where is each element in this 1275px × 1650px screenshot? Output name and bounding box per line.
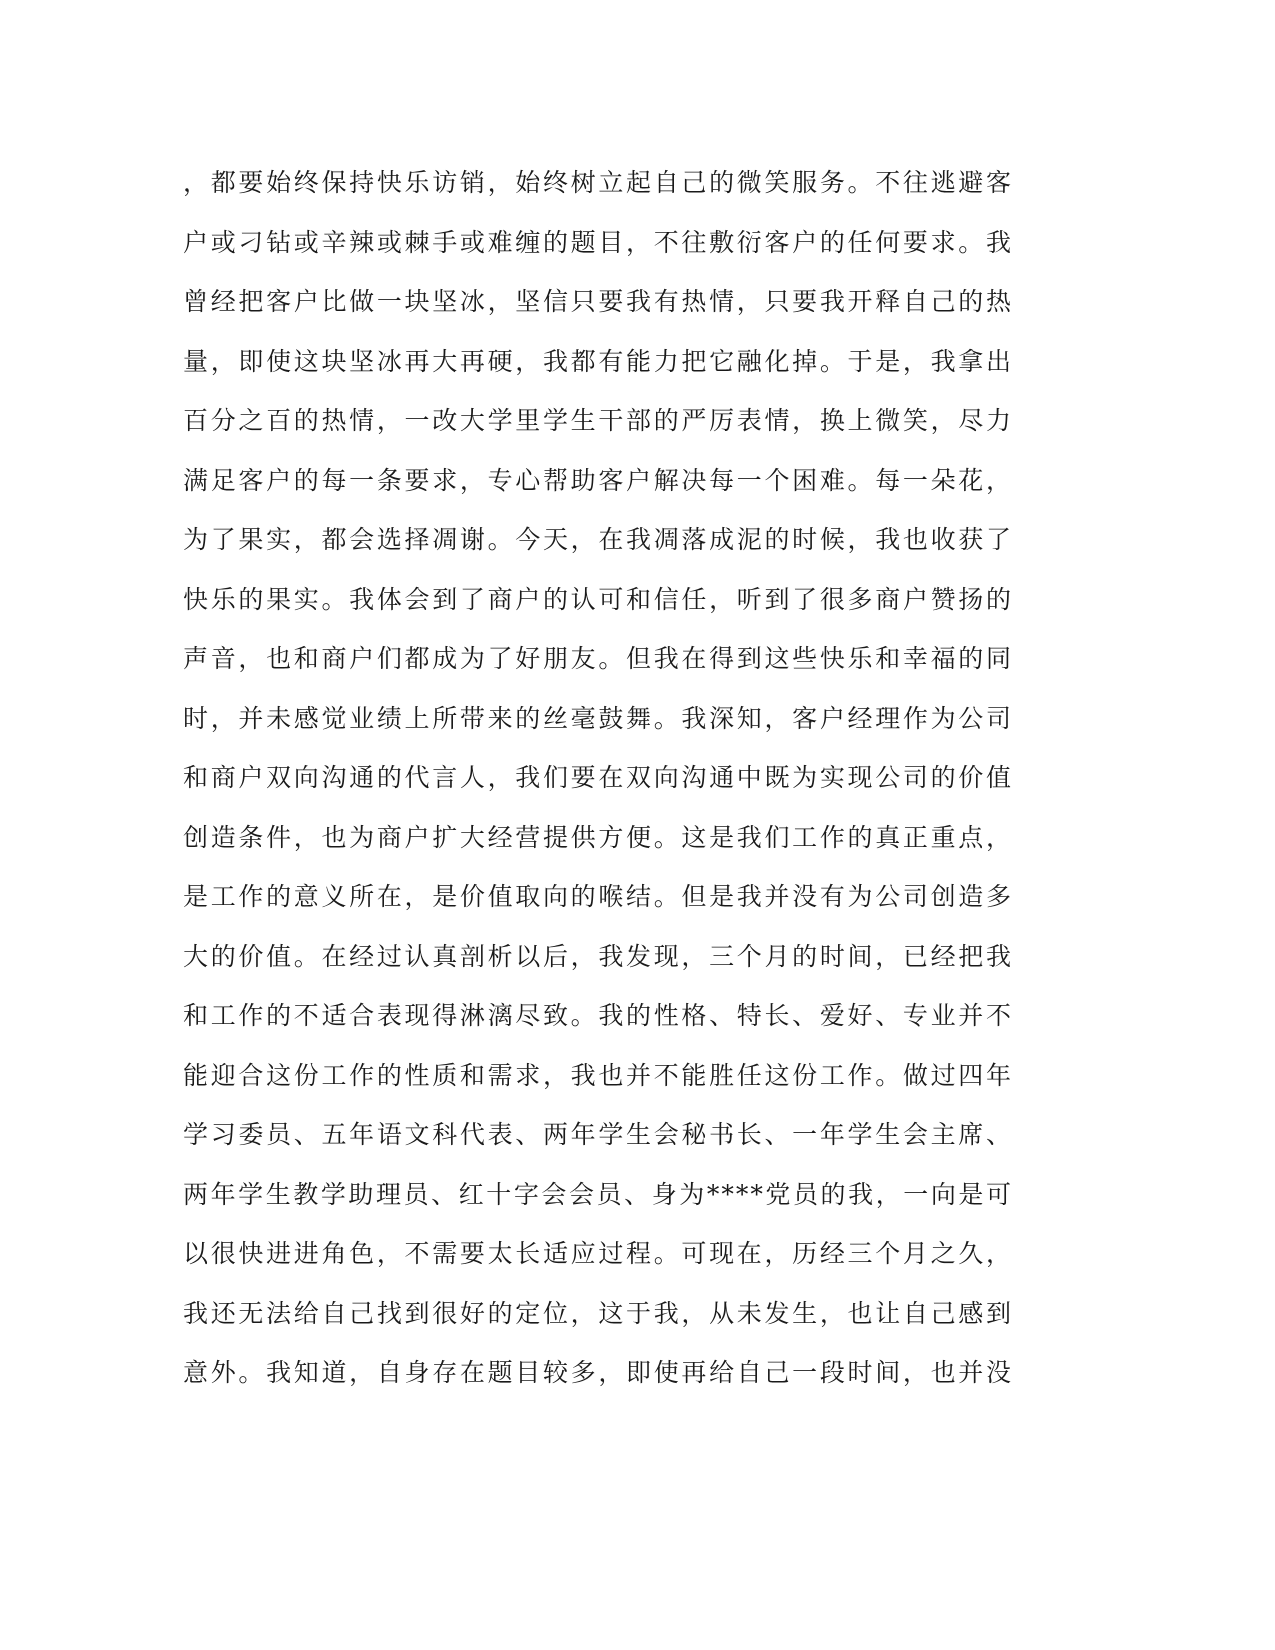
text-line: 两年学生教学助理员、红十字会会员、身为****党员的我，一向是可 — [183, 1179, 1013, 1209]
text-line: 满足客户的每一条要求，专心帮助客户解决每一个困难。每一朵花， — [183, 465, 1013, 495]
body-text — [183, 159, 1013, 1409]
text-line: 量，即使这块坚冰再大再硬，我都有能力把它融化掉。于是，我拿出 — [183, 346, 1013, 376]
text-line: 为了果实，都会选择凋谢。今天，在我凋落成泥的时候，我也收获了 — [183, 525, 1013, 554]
text-line: 大的价值。在经过认真剖析以后，我发现，三个月的时间，已经把我 — [183, 941, 1013, 971]
text-line: 是工作的意义所在，是价值取向的喉结。但是我并没有为公司创造多 — [183, 882, 1013, 911]
text-line: 声音，也和商户们都成为了好朋友。但我在得到这些快乐和幸福的同 — [183, 644, 1013, 673]
text-line: 和商户双向沟通的代言人，我们要在双向沟通中既为实现公司的价值 — [183, 763, 1013, 792]
text-line: 时，并未感觉业绩上所带来的丝毫鼓舞。我深知，客户经理作为公司 — [183, 703, 1013, 733]
text-line: 能迎合这份工作的性质和需求，我也并不能胜任这份工作。做过四年 — [183, 1060, 1013, 1090]
text-line: 百分之百的热情，一改大学里学生干部的严厉表情，换上微笑，尽力 — [183, 406, 1013, 435]
text-line: ，都要始终保持快乐访销，始终树立起自己的微笑服务。不往逃避客 — [183, 168, 1013, 197]
text-line: 我还无法给自己找到很好的定位，这于我，从未发生，也让自己感到 — [183, 1298, 1013, 1328]
text-line: 快乐的果实。我体会到了商户的认可和信任，听到了很多商户赞扬的 — [183, 584, 1013, 614]
text-line: 意外。我知道，自身存在题目较多，即使再给自己一段时间，也并没 — [183, 1358, 1013, 1387]
text-line: 以很快进进角色，不需要太长适应过程。可现在，历经三个月之久， — [183, 1239, 1013, 1268]
text-line: 曾经把客户比做一块坚冰，坚信只要我有热情，只要我开释自己的热 — [183, 287, 1013, 316]
text-line: 户或刁钻或辛辣或棘手或难缠的题目，不往敷衍客户的任何要求。我 — [183, 227, 1013, 257]
text-line: 和工作的不适合表现得淋漓尽致。我的性格、特长、爱好、专业并不 — [183, 1001, 1013, 1030]
text-line: 学习委员、五年语文科代表、两年学生会秘书长、一年学生会主席、 — [183, 1120, 1013, 1149]
text-line: 创造条件，也为商户扩大经营提供方便。这是我们工作的真正重点， — [183, 822, 1013, 852]
